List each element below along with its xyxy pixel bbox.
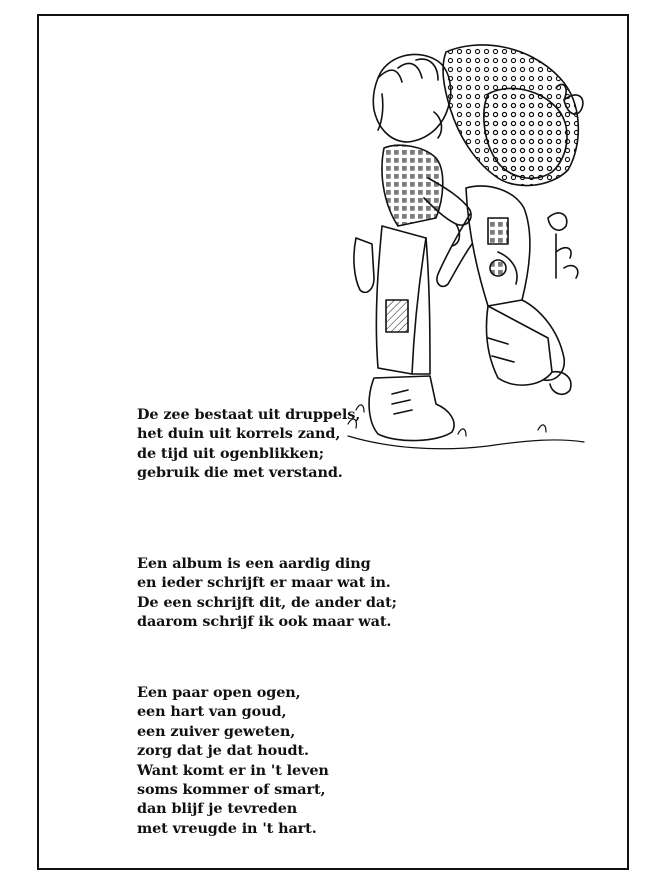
poem-line: zorg dat je dat houdt. xyxy=(137,742,309,760)
poem-line: De zee bestaat uit druppels, xyxy=(137,406,361,423)
poem-3 xyxy=(137,683,329,838)
poem-line: de tijd uit ogenblikken; xyxy=(137,444,324,462)
poem-line: daarom schrijf ik ook maar wat. xyxy=(137,613,392,631)
poem-line: soms kommer of smart, xyxy=(137,781,326,799)
poem-line: en ieder schrijft er maar wat in. xyxy=(137,574,391,592)
poem-line: dan blijf je tevreden xyxy=(137,800,298,818)
poem-line: een hart van goud, xyxy=(137,703,287,721)
poem-line: De een schrijft dit, de ander dat; xyxy=(137,593,397,611)
poem-2 xyxy=(137,554,397,632)
poem-line: gebruik die met verstand. xyxy=(137,464,343,482)
poem-line: Een paar open ogen, xyxy=(137,684,301,701)
poem-line: met vreugde in 't hart. xyxy=(137,819,317,837)
children-illustration xyxy=(338,38,588,462)
poem-1 xyxy=(137,405,360,483)
poem-line: het duin uit korrels zand, xyxy=(137,425,341,443)
poem-line: Want komt er in 't leven xyxy=(137,761,329,779)
poem-line: Een album is een aardig ding xyxy=(137,555,371,572)
poem-line: een zuiver geweten, xyxy=(137,722,296,740)
